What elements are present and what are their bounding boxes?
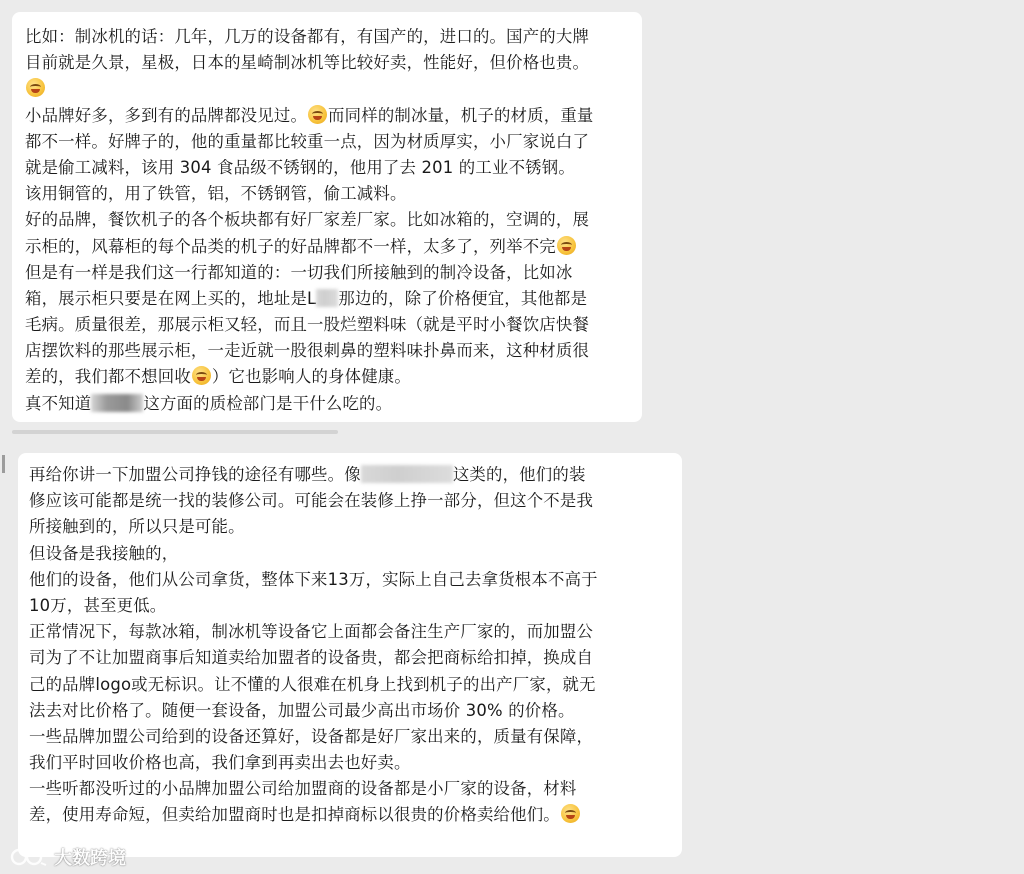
message-line — [25, 50, 632, 76]
watermark-text: 大数跨境 — [54, 848, 126, 869]
message-text: 这方面的质检部门是干什么吃的。 — [143, 393, 393, 413]
grin-emoji-icon — [26, 78, 45, 97]
selection-marker — [2, 455, 5, 473]
message-bubble[interactable] — [12, 12, 642, 422]
message-text: 目前就是久景，星极，日本的星崎制冰机等比较好卖，性能好，但价格也贵。 — [25, 53, 590, 73]
message-text: 己的品牌logo或无标识。让不懂的人很难在机身上找到机子的出产厂家，就无 — [29, 674, 596, 694]
message-line — [25, 207, 632, 233]
message-text: 司为了不让加盟商事后知道卖给加盟者的设备贵，都会把商标给扣掉，换成自 — [29, 648, 594, 668]
message-line — [29, 802, 672, 828]
redacted-text — [91, 394, 143, 412]
scroll-indicator — [12, 430, 338, 434]
message-line — [29, 462, 672, 488]
message-text: 一些听都没听过的小品牌加盟公司给加盟商的设备都是小厂家的设备，材料 — [29, 779, 577, 799]
message-text: 我们平时回收价格也高，我们拿到再卖出去也好卖。 — [29, 753, 411, 773]
message-text: 但是有一样是我们这一行都知道的：一切我们所接触到的制冷设备，比如冰 — [25, 262, 573, 282]
message-text: 毛病。质量很差，那展示柜又轻，而且一股烂塑料味（就是平时小餐饮店快餐 — [25, 315, 590, 335]
message-line — [25, 234, 632, 260]
message-line — [29, 698, 672, 724]
message-text: 10万，甚至更低。 — [29, 595, 167, 615]
message-text: 而同样的制冰量，机子的材质，重量 — [328, 105, 594, 125]
message-line — [29, 488, 672, 514]
message-text: 他们的设备，他们从公司拿货，整体下来13万，实际上自己去拿货根本不高于 — [29, 569, 598, 589]
message-line — [25, 103, 632, 129]
message-text: 那边的，除了价格便宜，其他都是 — [338, 288, 588, 308]
message-text: 好的品牌，餐饮机子的各个板块都有好厂家差厂家。比如冰箱的，空调的，展 — [25, 210, 590, 230]
message-text: 都不一样。好牌子的，他的重量都比较重一点，因为材质厚实，小厂家说白了 — [25, 131, 590, 151]
message-line — [29, 514, 672, 540]
message-text: 再给你讲一下加盟公司挣钱的途径有哪些。像 — [29, 465, 361, 484]
laugh-emoji-icon — [308, 105, 327, 124]
message-line — [25, 260, 632, 286]
message-line — [25, 76, 632, 102]
message-line — [25, 24, 632, 50]
message-line — [25, 338, 632, 364]
message-text: 该用铜管的，用了铁管，铝，不锈钢管，偷工减料。 — [25, 184, 407, 204]
message-text: 所接触到的，所以只是可能。 — [29, 517, 245, 537]
message-text: 就是偷工减料，该用 304 食品级不锈钢的，他用了去 201 的工业不锈钢。 — [25, 157, 575, 177]
message-text: 小品牌好多，多到有的品牌都没见过。 — [25, 105, 308, 125]
message-bubble[interactable] — [18, 453, 682, 857]
message-line — [29, 776, 672, 802]
message-line — [29, 645, 672, 671]
message-text: 真不知道 — [25, 393, 92, 413]
message-text: 差的，我们都不想回收 — [25, 367, 191, 387]
redacted-text — [316, 289, 338, 307]
message-text: 比如：制冰机的话：几年，几万的设备都有，有国产的，进口的。国产的大牌 — [25, 27, 590, 46]
message-line — [25, 364, 632, 390]
message-text: 正常情况下，每款冰箱，制冰机等设备它上面都会备注生产厂家的，而加盟公 — [29, 622, 594, 642]
watermark-logo-icon — [10, 847, 48, 867]
message-text: 差，使用寿命短，但卖给加盟商时也是扣掉商标以很贵的价格卖给他们。 — [29, 805, 560, 825]
message-line — [29, 541, 672, 567]
message-line — [25, 391, 632, 417]
laugh-emoji-icon — [561, 804, 580, 823]
message-line — [29, 593, 672, 619]
message-text: 店摆饮料的那些展示柜，一走近就一股很刺鼻的塑料味扑鼻而来，这种材质很 — [25, 341, 590, 361]
watermark — [10, 844, 126, 870]
message-line — [29, 672, 672, 698]
message-text: 箱，展示柜只要是在网上买的，地址是L — [25, 288, 317, 308]
message-line — [25, 312, 632, 338]
redacted-text — [361, 465, 453, 483]
message-line — [29, 750, 672, 776]
laugh-emoji-icon — [557, 236, 576, 255]
message-text: 但设备是我接触的， — [29, 543, 179, 563]
message-line — [29, 724, 672, 750]
message-text: 法去对比价格了。随便一套设备，加盟公司最少高出市场价 30% 的价格。 — [29, 700, 575, 720]
message-line — [25, 286, 632, 312]
message-text: 修应该可能都是统一找的装修公司。可能会在装修上挣一部分，但这个不是我 — [29, 491, 594, 511]
message-text: 这类的，他们的装 — [452, 465, 586, 484]
laugh-emoji-icon — [192, 366, 211, 385]
message-text: 一些品牌加盟公司给到的设备还算好，设备都是好厂家出来的，质量有保障， — [29, 726, 594, 746]
message-line — [29, 619, 672, 645]
message-text: ）它也影响人的身体健康。 — [211, 367, 411, 387]
message-line — [25, 129, 632, 155]
message-line — [29, 567, 672, 593]
message-line — [25, 155, 632, 181]
message-text: 示柜的，风幕柜的每个品类的机子的好品牌都不一样，太多了，列举不完 — [25, 236, 556, 256]
message-line — [25, 181, 632, 207]
